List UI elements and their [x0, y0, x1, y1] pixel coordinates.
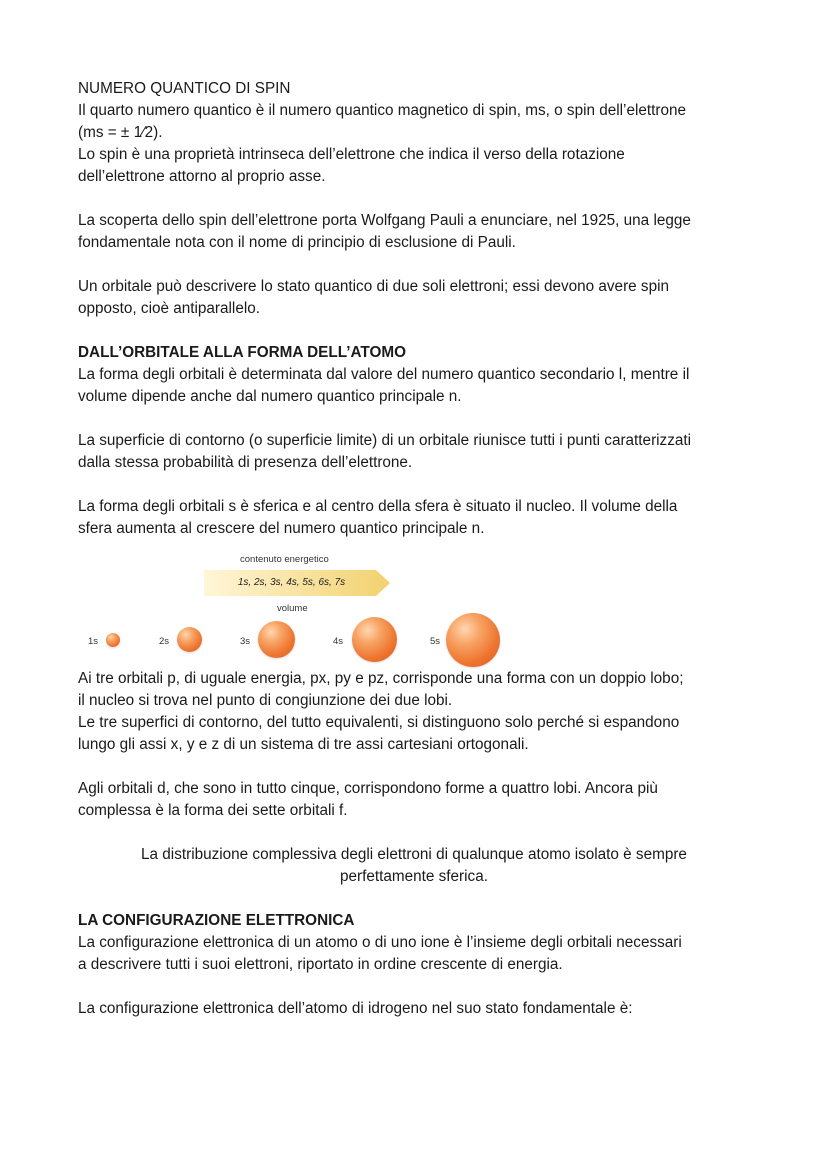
sphere-1s	[106, 633, 120, 647]
text-line: Un orbitale può descrivere lo stato quantico di due soli elettroni; essi devono avere spin	[78, 278, 669, 295]
document-page	[78, 78, 750, 1020]
text-line: dell’elettrone attorno al proprio asse.	[78, 168, 326, 185]
text-line: Lo spin è una proprietà intrinseca dell’elettrone che indica il verso della rotazione	[78, 146, 625, 163]
sphere-4s	[352, 617, 397, 662]
text-line: Il quarto numero quantico è il numero quantico magnetico di spin, ms, o spin dell’elettrone	[78, 102, 686, 119]
text-line: dalla stessa probabilità di presenza dell’elettrone.	[78, 454, 413, 471]
sphere-2s	[177, 627, 202, 652]
centered-line: perfettamente sferica.	[340, 868, 488, 885]
text-line: La forma degli orbitali s è sferica e al centro della sfera è situato il nucleo. Il volume della	[78, 498, 678, 515]
text-line: Agli orbitali d, che sono in tutto cinque, corrispondono forme a quattro lobi. Ancora più	[78, 780, 658, 797]
electron-configuration-heading: LA CONFIGURAZIONE ELETTRONICA	[78, 912, 355, 929]
text-line: lungo gli assi x, y e z di un sistema di tre assi cartesiani ortogonali.	[78, 736, 529, 753]
text-line: a descrivere tutti i suoi elettroni, riportato in ordine crescente di energia.	[78, 956, 563, 973]
energy-label: contenuto energetico	[240, 554, 329, 565]
text-line: La forma degli orbitali è determinata dal valore del numero quantico secondario l, mentre il	[78, 366, 690, 383]
text-line: opposto, cioè antiparallelo.	[78, 300, 260, 317]
sphere-5s	[446, 613, 500, 667]
orbital-label-1s: 1s	[88, 636, 99, 647]
text-line: Ai tre orbitali p, di uguale energia, px, py e pz, corrisponde una forma con un doppio lobo;	[78, 670, 684, 687]
orbital-label-2s: 2s	[159, 636, 170, 647]
sphere-3s	[258, 621, 295, 658]
spin-heading: NUMERO QUANTICO DI SPIN	[78, 80, 291, 97]
volume-label: volume	[277, 603, 308, 614]
orbital-label-3s: 3s	[240, 636, 251, 647]
text-line: sfera aumenta al crescere del numero quantico principale n.	[78, 520, 485, 537]
text-line: La configurazione elettronica di un atomo o di uno ione è l’insieme degli orbitali necessari	[78, 934, 682, 951]
text-line: volume dipende anche dal numero quantico principale n.	[78, 388, 462, 405]
text-line: La configurazione elettronica dell’atomo di idrogeno nel suo stato fondamentale è:	[78, 1000, 633, 1017]
orbital-shape-heading: DALL’ORBITALE ALLA FORMA DELL’ATOMO	[78, 344, 407, 361]
text-line: complessa è la forma dei sette orbitali f.	[78, 802, 348, 819]
text-line: La superficie di contorno (o superficie limite) di un orbitale riunisce tutti i punti caratterizzati	[78, 432, 692, 449]
text-line: La scoperta dello spin dell’elettrone porta Wolfgang Pauli a enunciare, nel 1925, una legge	[78, 212, 691, 229]
text-line: (ms = ± 1⁄2).	[78, 124, 163, 141]
arrow-text: 1s, 2s, 3s, 4s, 5s, 6s, 7s	[237, 577, 346, 588]
orbital-label-4s: 4s	[333, 636, 344, 647]
orbital-label-5s: 5s	[430, 636, 441, 647]
text-line: Le tre superfici di contorno, del tutto equivalenti, si distinguono solo perché si espandono	[78, 714, 680, 731]
s-orbitals-figure	[78, 540, 750, 668]
text-line: il nucleo si trova nel punto di congiunzione dei due lobi.	[78, 692, 453, 709]
text-line: fondamentale nota con il nome di principio di esclusione di Pauli.	[78, 234, 516, 251]
centered-line: La distribuzione complessiva degli elettroni di qualunque atomo isolato è sempre	[141, 846, 687, 863]
